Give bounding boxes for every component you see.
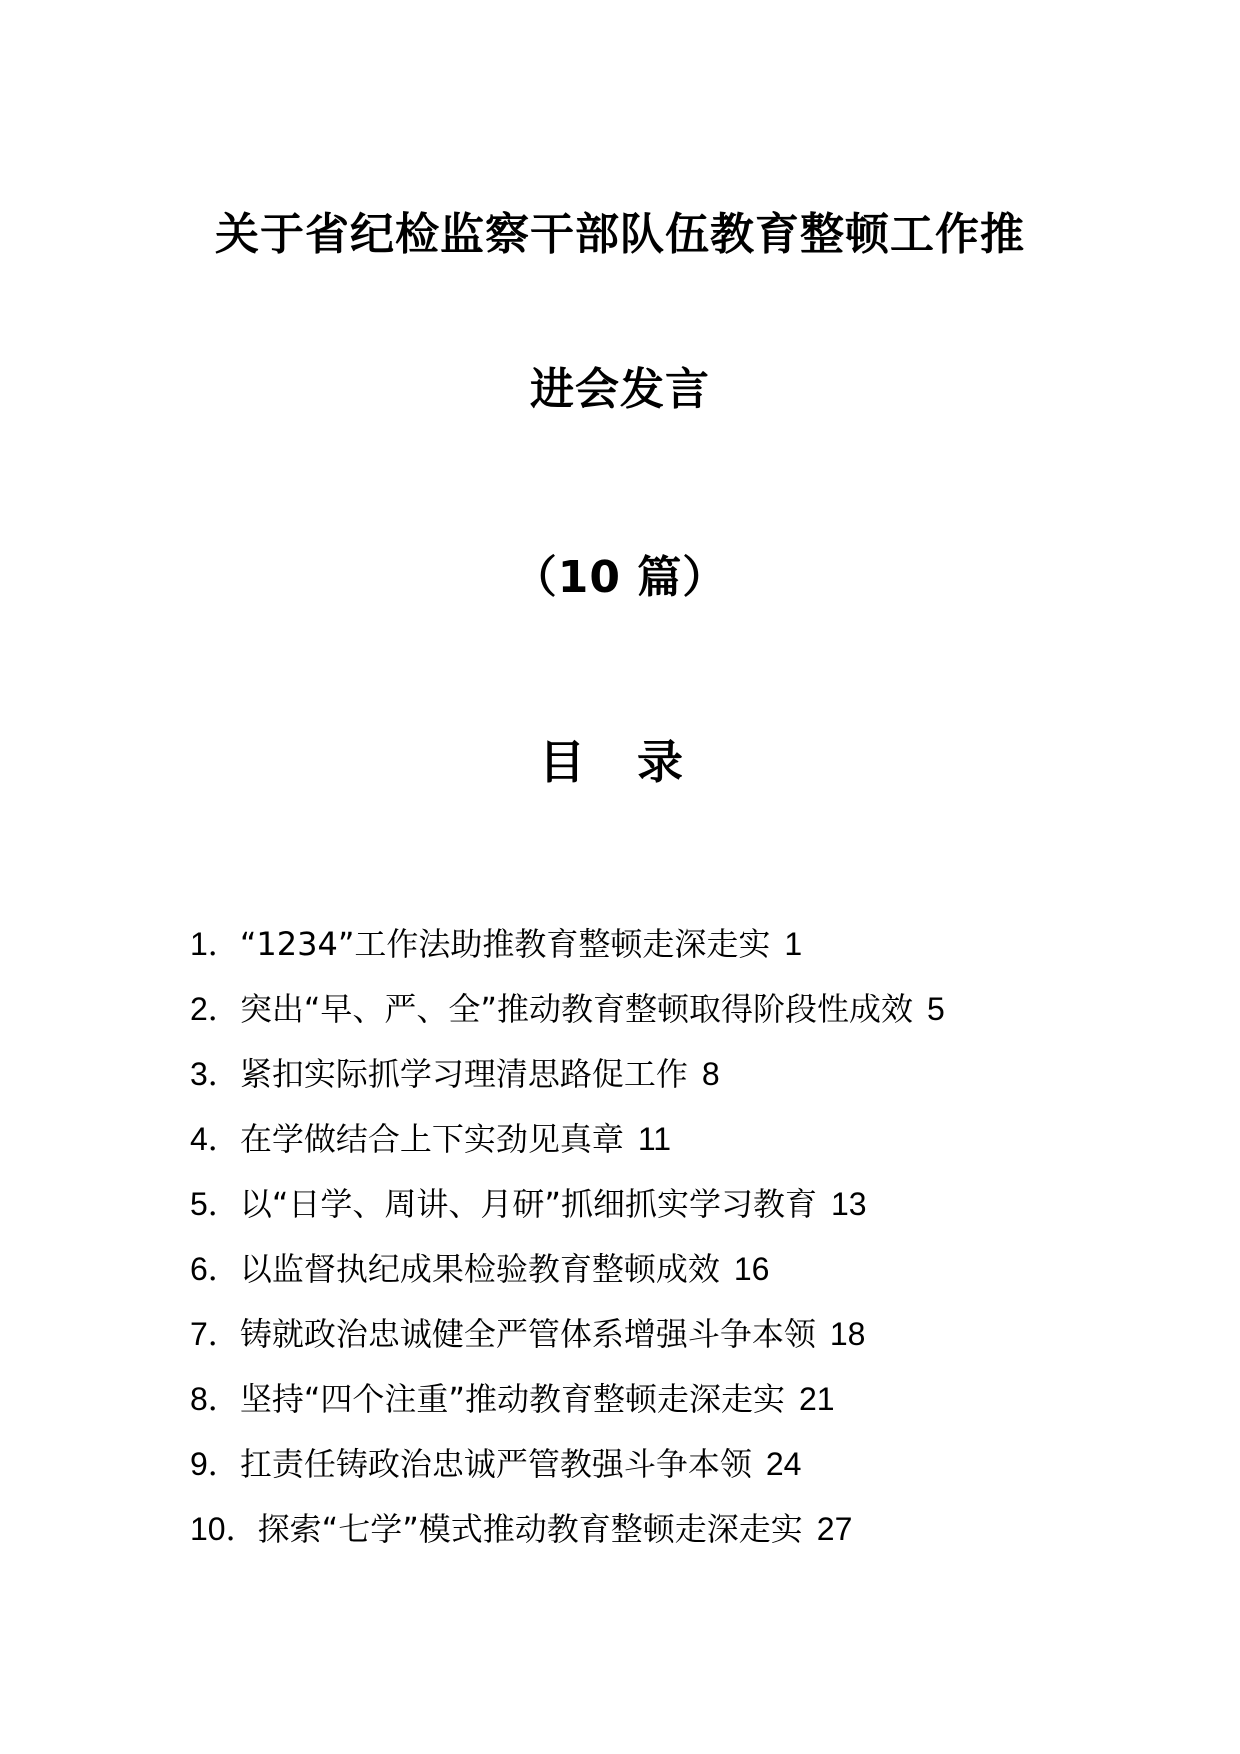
document-title-line-2: 进会发言 xyxy=(530,364,710,415)
toc-entry-page: 18 xyxy=(829,1316,866,1352)
toc-entry[interactable] xyxy=(190,1115,1090,1180)
toc-entry-page: 1 xyxy=(784,926,803,962)
toc-entry[interactable] xyxy=(190,1245,1090,1310)
toc-entry-page: 16 xyxy=(733,1251,770,1287)
toc-entry-number: 2． xyxy=(190,991,240,1027)
toc-entry-number: 4． xyxy=(190,1121,240,1157)
toc-entry-title: 以监督执纪成果检验教育整顿成效 xyxy=(239,1250,720,1288)
toc-entry-number: 5． xyxy=(190,1186,240,1222)
document-title-line-1: 关于省纪检监察干部队伍教育整顿工作推 xyxy=(215,209,1025,260)
toc-entry-number: 8． xyxy=(190,1381,240,1417)
toc-entry-title: 扛责任铸政治忠诚严管教强斗争本领 xyxy=(239,1445,752,1483)
toc-entry-number: 10． xyxy=(190,1511,258,1547)
toc-entry[interactable] xyxy=(190,1310,1090,1375)
toc-entry-number: 9． xyxy=(190,1446,240,1482)
toc-entry-page: 13 xyxy=(830,1186,867,1222)
toc-entry[interactable] xyxy=(190,1505,1090,1570)
toc-entry-page: 27 xyxy=(816,1511,853,1547)
toc-entry-title: 突出“早、严、全”推动教育整顿取得阶段性成效 xyxy=(239,990,913,1028)
toc-entry-page: 11 xyxy=(637,1121,672,1157)
toc-entry[interactable] xyxy=(190,920,1090,985)
toc-heading: 目 录 xyxy=(538,735,701,789)
toc-entry-title: 铸就政治忠诚健全严管体系增强斗争本领 xyxy=(239,1315,816,1353)
document-subtitle: （10 篇） xyxy=(512,552,728,603)
toc-entry-page: 24 xyxy=(765,1446,802,1482)
toc-entry-title: 以“日学、周讲、月研”抓细抓实学习教育 xyxy=(239,1185,817,1223)
toc-entry-number: 6． xyxy=(190,1251,240,1287)
toc-entry[interactable] xyxy=(190,1375,1090,1440)
toc-entry-page: 8 xyxy=(701,1056,720,1092)
toc-entry-title: 紧扣实际抓学习理清思路促工作 xyxy=(239,1055,688,1093)
table-of-contents xyxy=(190,920,1090,1570)
toc-entry-title: 在学做结合上下实劲见真章 xyxy=(239,1120,624,1158)
toc-entry-title: 坚持“四个注重”推动教育整顿走深走实 xyxy=(239,1380,785,1418)
toc-entry[interactable] xyxy=(190,985,1090,1050)
toc-entry-page: 21 xyxy=(798,1381,835,1417)
toc-entry[interactable] xyxy=(190,1180,1090,1245)
toc-entry[interactable] xyxy=(190,1050,1090,1115)
toc-entry-number: 1． xyxy=(190,926,240,962)
toc-entry-title: “1234”工作法助推教育整顿走深走实 xyxy=(239,925,771,963)
toc-entry-number: 7． xyxy=(190,1316,240,1352)
toc-entry-title: 探索“七学”模式推动教育整顿走深走实 xyxy=(257,1510,803,1548)
toc-entry-page: 5 xyxy=(926,991,945,1027)
toc-entry[interactable] xyxy=(190,1440,1090,1505)
toc-entry-number: 3． xyxy=(190,1056,240,1092)
